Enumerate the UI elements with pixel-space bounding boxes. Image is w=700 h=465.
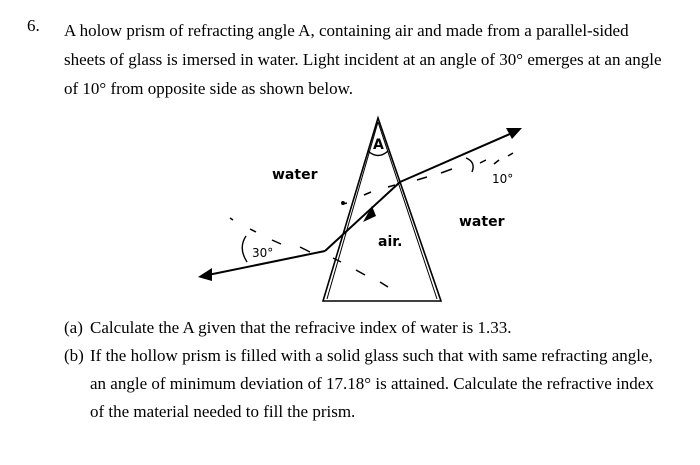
right-medium-label: water: [459, 214, 505, 230]
light-ray: [198, 128, 522, 281]
apex-label: A: [373, 137, 384, 153]
stem-line: A holow prism of refracting angle A, containing air and made from a parallel-sided: [64, 21, 629, 40]
incident-angle-label: 30°: [252, 246, 274, 260]
emergent-angle-label: 10°: [492, 172, 514, 186]
question-parts: [64, 314, 684, 426]
inside-label: air.: [378, 234, 403, 250]
emergent-arrowhead: [506, 128, 522, 139]
part-tag: (b): [64, 346, 84, 365]
incident-angle-arc: [242, 236, 247, 262]
question-number: 6.: [27, 16, 40, 35]
part-a: [64, 314, 684, 342]
left-medium-label: water: [272, 167, 318, 183]
stem-line: of 10° from opposite side as shown below.: [64, 79, 353, 98]
prism-inner-right-wall: [378, 122, 437, 299]
part-tag: (a): [64, 318, 83, 337]
part-b: [64, 342, 684, 426]
incident-arrowhead: [198, 268, 212, 281]
emergent-angle-arc: [466, 158, 473, 172]
part-line: of the material needed to fill the prism.: [90, 402, 356, 421]
part-line: an angle of minimum deviation of 17.18° is attained. Calculate the refractive index: [90, 374, 654, 393]
dot-mark: [342, 202, 344, 204]
part-line: Calculate the A given that the refracive index of water is 1.33.: [90, 318, 512, 337]
part-line: If the hollow prism is filled with a solid glass such that with same refracting angle,: [90, 346, 653, 365]
entry-normal-inside: [333, 258, 388, 287]
stem-line: sheets of glass is imersed in water. Light incident at an angle of 30° emerges at an angle: [64, 50, 662, 69]
